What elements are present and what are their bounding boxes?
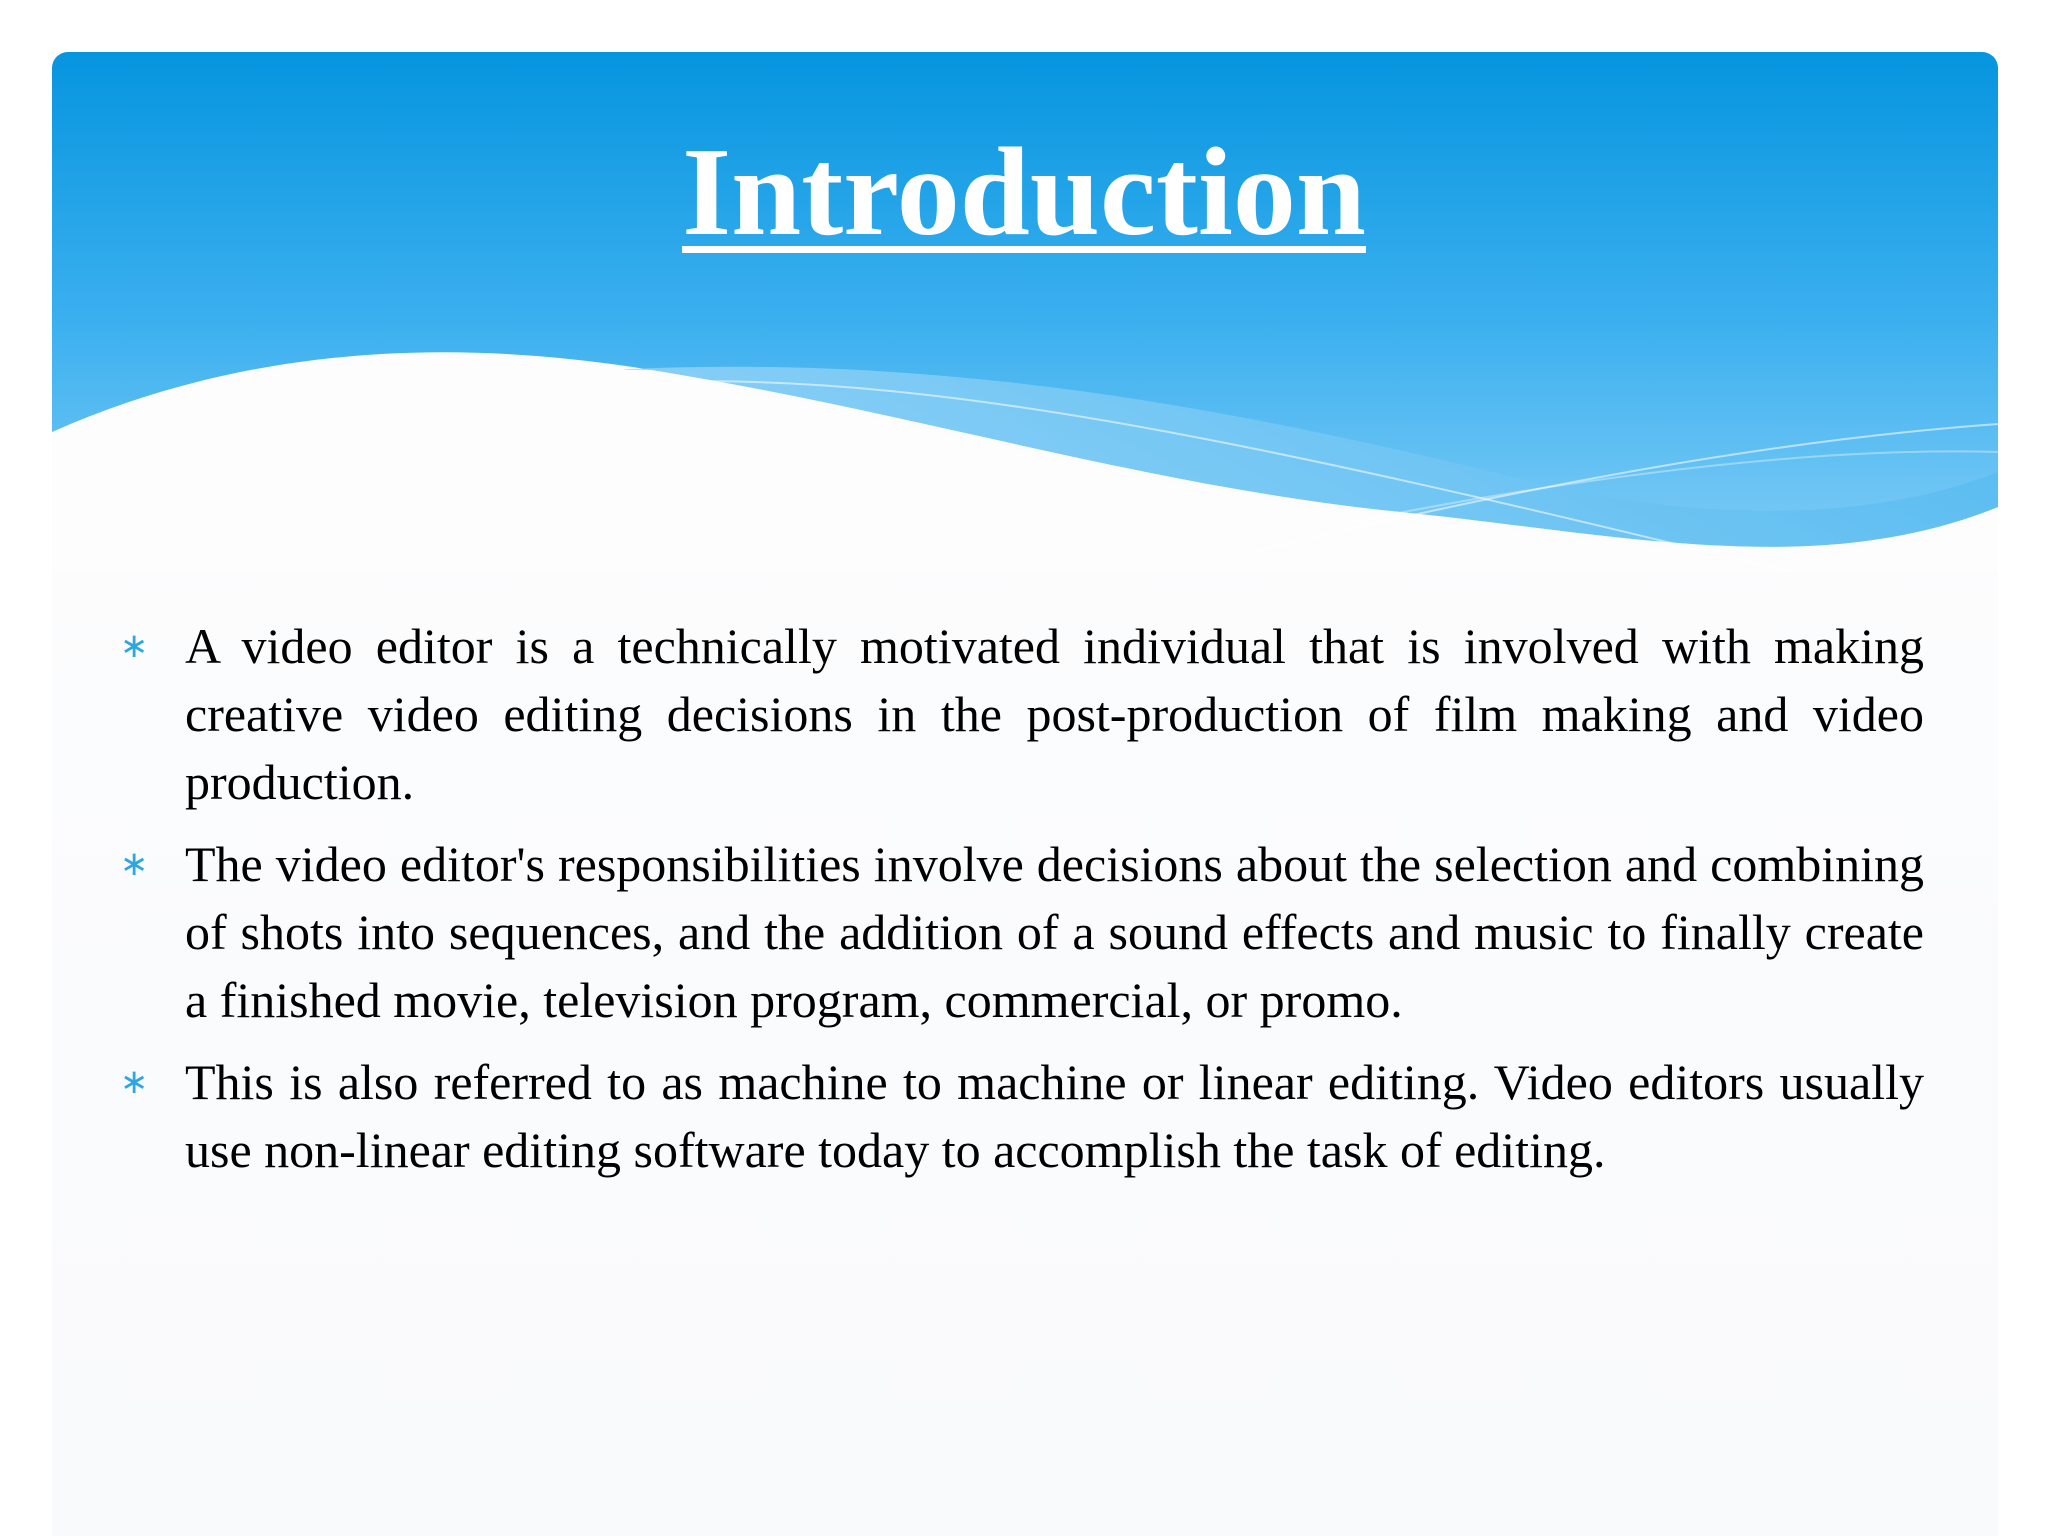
asterisk-bullet-icon: ∗ [120,626,149,666]
slide-title: Introduction [682,123,1366,262]
asterisk-bullet-icon: ∗ [120,844,149,884]
bullet-item [120,1048,1924,1184]
bullet-list [120,612,1924,1198]
bullet-text: This is also referred to as machine to machine or linear editing. Video editors usually use non-linear editing software today to accomplish the task of editing. [185,1054,1924,1178]
bullet-text: A video editor is a technically motivated individual that is involved with making creative video editing decisions in the post-production of film making and video production. [185,618,1924,810]
bullet-item [120,612,1924,816]
asterisk-bullet-icon: ∗ [120,1062,149,1102]
bullet-text: The video editor's responsibilities involve decisions about the selection and combining of shots into sequences, and the addition of a sound effects and music to finally create a finished movie, television program, commercial, or promo. [185,836,1924,1028]
bullet-item [120,830,1924,1034]
